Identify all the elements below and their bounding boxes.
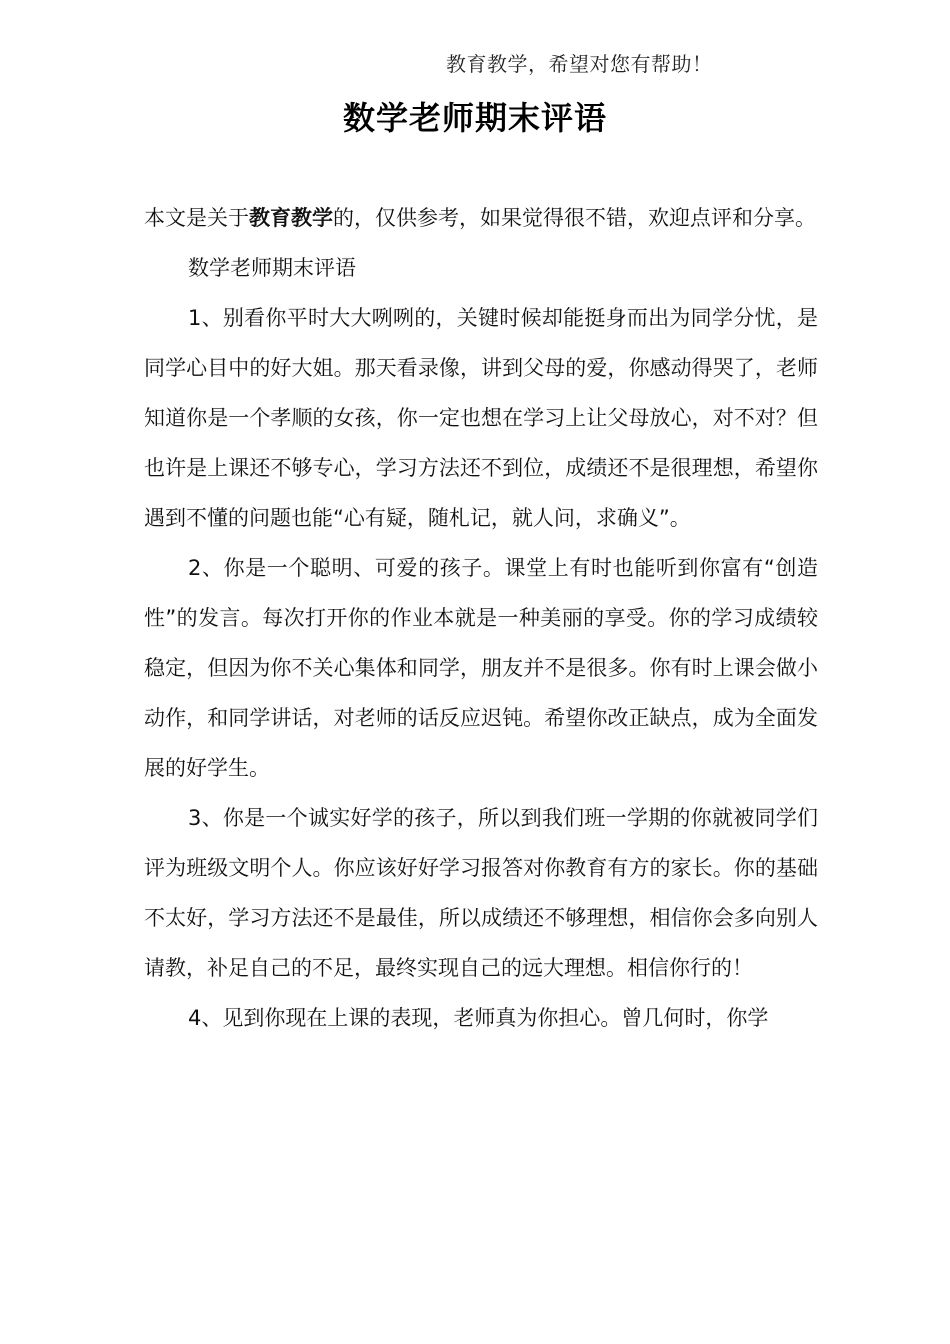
intro-paragraph <box>144 193 818 243</box>
intro-before: 本文是关于 <box>144 206 249 230</box>
page-title: 数学老师期末评语 <box>342 99 607 137</box>
comment-paragraph-4: 4、见到你现在上课的表现，老师真为你担心。曾几何时，你学 <box>188 1006 769 1030</box>
section-subtitle: 数学老师期末评语 <box>188 256 356 280</box>
header-note: 教育教学，希望对您有帮助！ <box>446 52 713 76</box>
comment-paragraph-1: 1、别看你平时大大咧咧的，关键时候却能挺身而出为同学分忧，是同学心目中的好大姐。那天看录像，讲到父母的爱，你感动得哭了，老师知道你是一个孝顺的女孩，你一定也想在学习上让父母放心，对不对？但也许是上课还不够专心，学习方法还不到位，成绩还不是很理想，希望你遇到不懂的问题也能“心有疑，随札记，就人问，求确义”。 <box>144 306 818 530</box>
intro-after: 的，仅供参考，如果觉得很不错，欢迎点评和分享。 <box>333 206 816 230</box>
comment-paragraph-2: 2、你是一个聪明、可爱的孩子。课堂上有时也能听到你富有“创造性”的发言。每次打开你的作业本就是一种美丽的享受。你的学习成绩较稳定，但因为你不关心集体和同学，朋友并不是很多。你有时上课会做小动作，和同学讲话，对老师的话反应迟钝。希望你改正缺点，成为全面发展的好学生。 <box>144 556 818 780</box>
document-body <box>144 193 818 1043</box>
comment-paragraph-3: 3、你是一个诚实好学的孩子，所以到我们班一学期的你就被同学们评为班级文明个人。你应该好好学习报答对你教育有方的家长。你的基础不太好，学习方法还不是最佳，所以成绩还不够理想，相信你会多向别人请教，补足自己的不足，最终实现自己的远大理想。相信你行的！ <box>144 806 818 980</box>
intro-bold-keyword: 教育教学 <box>249 206 333 230</box>
